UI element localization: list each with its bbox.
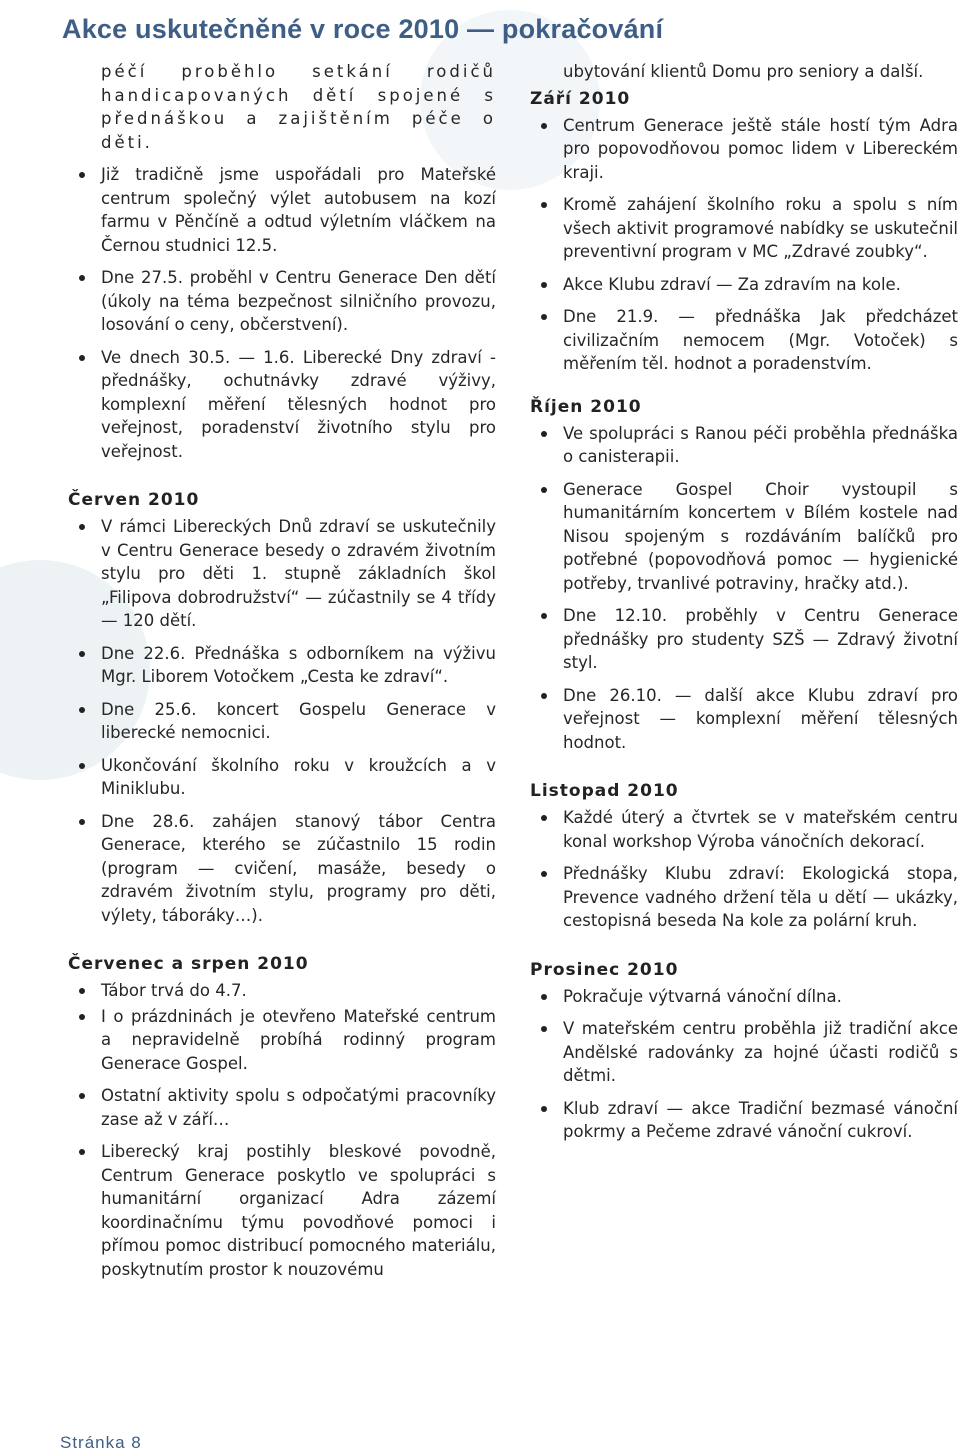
right-column [530, 60, 958, 1153]
list-item [68, 60, 496, 154]
list-item-text: Již tradičně jsme uspořádali pro Mateřské centrum společný výlet autobusem na kozí farmu v Pěnčíně a odtud výletním vláčkem na Černou studnici 12.5. [101, 165, 496, 255]
bullet-icon [541, 431, 547, 437]
list-item-text: V mateřském centru proběhla již tradiční akce Andělské radovánky za hojné účasti rodičů s dětmi. [563, 1019, 958, 1085]
bullet-icon [79, 1014, 85, 1020]
list-item [530, 422, 958, 469]
list-item [530, 604, 958, 675]
list-item-text: Pokračuje výtvarná vánoční dílna. [563, 986, 842, 1006]
bullet-icon [79, 988, 85, 994]
list-item-text: Tábor trvá do 4.7. [101, 981, 247, 1000]
item-list [68, 515, 496, 927]
bullet-icon [541, 871, 547, 877]
list-item [530, 1097, 958, 1144]
section-continuation-left [68, 60, 496, 463]
list-item-text: péčí proběhlo setkání rodičů handicapovaných dětí spojené s přednáškou a zajištěním péče o děti. [101, 62, 496, 152]
list-item-text: Dne 28.6. zahájen stanový tábor Centra Generace, kterého se zúčastnilo 15 rodin (program — cvičení, masáže, besedy o zdravém životním stylu, programy pro děti, výlety, táboráky…). [101, 811, 496, 925]
page-title: Akce uskutečněné v roce 2010 — pokračování [62, 14, 664, 44]
section-heading: Červen 2010 [68, 490, 200, 510]
bullet-icon [541, 1026, 547, 1032]
list-item [68, 1084, 496, 1131]
list-item [68, 642, 496, 689]
list-item-text: Dne 27.5. proběhl v Centru Generace Den dětí (úkoly na téma bezpečnost silničního provozu, losování o ceny, občerstvení). [101, 268, 496, 334]
continuation-text: ubytování klientů Domu pro seniory a další. [563, 62, 924, 81]
list-item-text: Generace Gospel Choir vystoupil s humanitárním koncertem v Bílém kostele nad Nisou spojeným s rozdáváním balíčků pro potřebné (popovodňová pomoc — hygienické potřeby, trvanlivé potraviny, hračky atd.). [563, 479, 958, 593]
item-list [68, 979, 496, 1281]
list-item-text: Kromě zahájení školního roku a spolu s ním všech aktivit programové nabídky se uskutečnil preventivní program v MC „Zdravé zoubky“. [563, 195, 958, 261]
list-item [530, 806, 958, 853]
list-item-text: Akce Klubu zdraví — Za zdravím na kole. [563, 274, 901, 294]
section-heading: Listopad 2010 [530, 781, 679, 801]
left-column [68, 60, 496, 1290]
bullet-icon [79, 651, 85, 657]
list-item [530, 193, 958, 264]
list-item-text: V rámci Libereckých Dnů zdraví se uskutečnily v Centru Generace besedy o zdravém životním stylu pro děti 1. stupně základních škol „Filipova dobrodružství“ — zúčastnily se 4 třídy — 120 dětí. [101, 517, 496, 630]
bullet-icon [79, 819, 85, 825]
bullet-icon [541, 1106, 547, 1112]
section-heading: Září 2010 [530, 88, 631, 109]
bullet-icon [541, 613, 547, 619]
bullet-icon [79, 355, 85, 361]
list-item-text: Ostatní aktivity spolu s odpočatými pracovníky zase až v září… [101, 1086, 496, 1129]
bullet-icon [79, 763, 85, 769]
list-item [530, 114, 958, 185]
list-item [530, 273, 958, 297]
list-item [68, 979, 496, 1003]
list-item [68, 754, 496, 801]
bullet-icon [79, 275, 85, 281]
list-item-text: Dne 12.10. proběhly v Centru Generace přednášky pro studenty SZŠ — Zdravý životní styl. [563, 606, 958, 672]
bullet-icon [541, 487, 547, 493]
list-item-text: Každé úterý a čtvrtek se v mateřském centru konal workshop Výroba vánočních dekorací. [563, 808, 958, 851]
bullet-icon [541, 994, 547, 1000]
section-heading: Červenec a srpen 2010 [68, 954, 309, 974]
section-cervenec-srpen [68, 953, 496, 1281]
list-item [68, 346, 496, 464]
page-number: Stránka 8 [60, 1433, 142, 1452]
bullet-icon [79, 172, 85, 178]
list-item [530, 1017, 958, 1088]
list-item-text: Centrum Generace ještě stále hostí tým Adra pro popovodňovou pomoc lidem v Libereckém kraji. [563, 115, 958, 182]
list-item-text: Klub zdraví — akce Tradiční bezmasé vánoční pokrmy a Pečeme zdravé vánoční cukroví. [563, 1098, 958, 1141]
item-list [68, 60, 496, 463]
list-item [530, 862, 958, 933]
bullet-icon [541, 314, 547, 320]
bullet-icon [541, 123, 547, 129]
bullet-icon [541, 815, 547, 821]
list-item [68, 698, 496, 745]
list-item-text: I o prázdninách je otevřeno Mateřské centrum a nepravidelně probíhá rodinný program Generace Gospel. [101, 1006, 496, 1073]
list-item-text: Ve dnech 30.5. — 1.6. Liberecké Dny zdraví - přednášky, ochutnávky zdravé výživy, komplexní měření tělesných hodnot pro veřejnost, poradenství životního stylu pro veřejnost. [101, 347, 496, 461]
bullet-icon [541, 282, 547, 288]
item-list [530, 114, 958, 376]
list-item [68, 515, 496, 633]
bullet-icon [79, 524, 85, 530]
item-list [530, 422, 958, 755]
section-cerven [68, 489, 496, 927]
list-item-text: Dne 25.6. koncert Gospelu Generace v liberecké nemocnici. [101, 699, 496, 742]
bullet-icon [541, 693, 547, 699]
bullet-icon [79, 1093, 85, 1099]
list-item-text: Dne 22.6. Přednáška s odborníkem na výživu Mgr. Liborem Votočkem „Cesta ke zdraví“. [101, 643, 496, 686]
bullet-icon [79, 707, 85, 713]
list-item [68, 1140, 496, 1281]
item-list [530, 985, 958, 1144]
list-item [68, 163, 496, 257]
list-item-text: Dne 21.9. — přednáška Jak předcházet civilizačním nemocem (Mgr. Votoček) s měřením těl. hodnot a poradenstvím. [563, 307, 958, 373]
list-item [68, 810, 496, 928]
section-zari [530, 88, 958, 376]
section-listopad [530, 780, 958, 933]
list-item [530, 305, 958, 376]
section-prosinec [530, 959, 958, 1144]
list-item [530, 985, 958, 1009]
item-list [530, 806, 958, 933]
section-heading: Říjen 2010 [530, 396, 642, 417]
list-item [530, 684, 958, 755]
list-item [68, 266, 496, 337]
list-item-text: Dne 26.10. — další akce Klubu zdraví pro veřejnost — komplexní měření tělesných hodnot. [563, 685, 958, 752]
list-item-text: Přednášky Klubu zdraví: Ekologická stopa, Prevence vadného držení těla u dětí — ukázky, cestopisná beseda Na kole za polární kruh. [563, 864, 958, 930]
list-item [68, 1005, 496, 1076]
section-rijen [530, 396, 958, 755]
bullet-icon [541, 202, 547, 208]
list-item-text: Ve spolupráci s Ranou péči proběhla přednáška o canisterapii. [563, 423, 958, 466]
list-item [530, 478, 958, 596]
list-item-text: Liberecký kraj postihly bleskové povodně, Centrum Generace poskytlo ve spolupráci s humanitární organizací Adra zázemí koordinačnímu týmu povodňové pomoci i přímou pomoc distribucí pomocného materiálu, poskytnutím prostor k nouzovému [101, 1142, 496, 1279]
bullet-icon [79, 1149, 85, 1155]
section-heading: Prosinec 2010 [530, 959, 679, 980]
list-item-text: Ukončování školního roku v kroužcích a v Miniklubu. [101, 755, 496, 798]
